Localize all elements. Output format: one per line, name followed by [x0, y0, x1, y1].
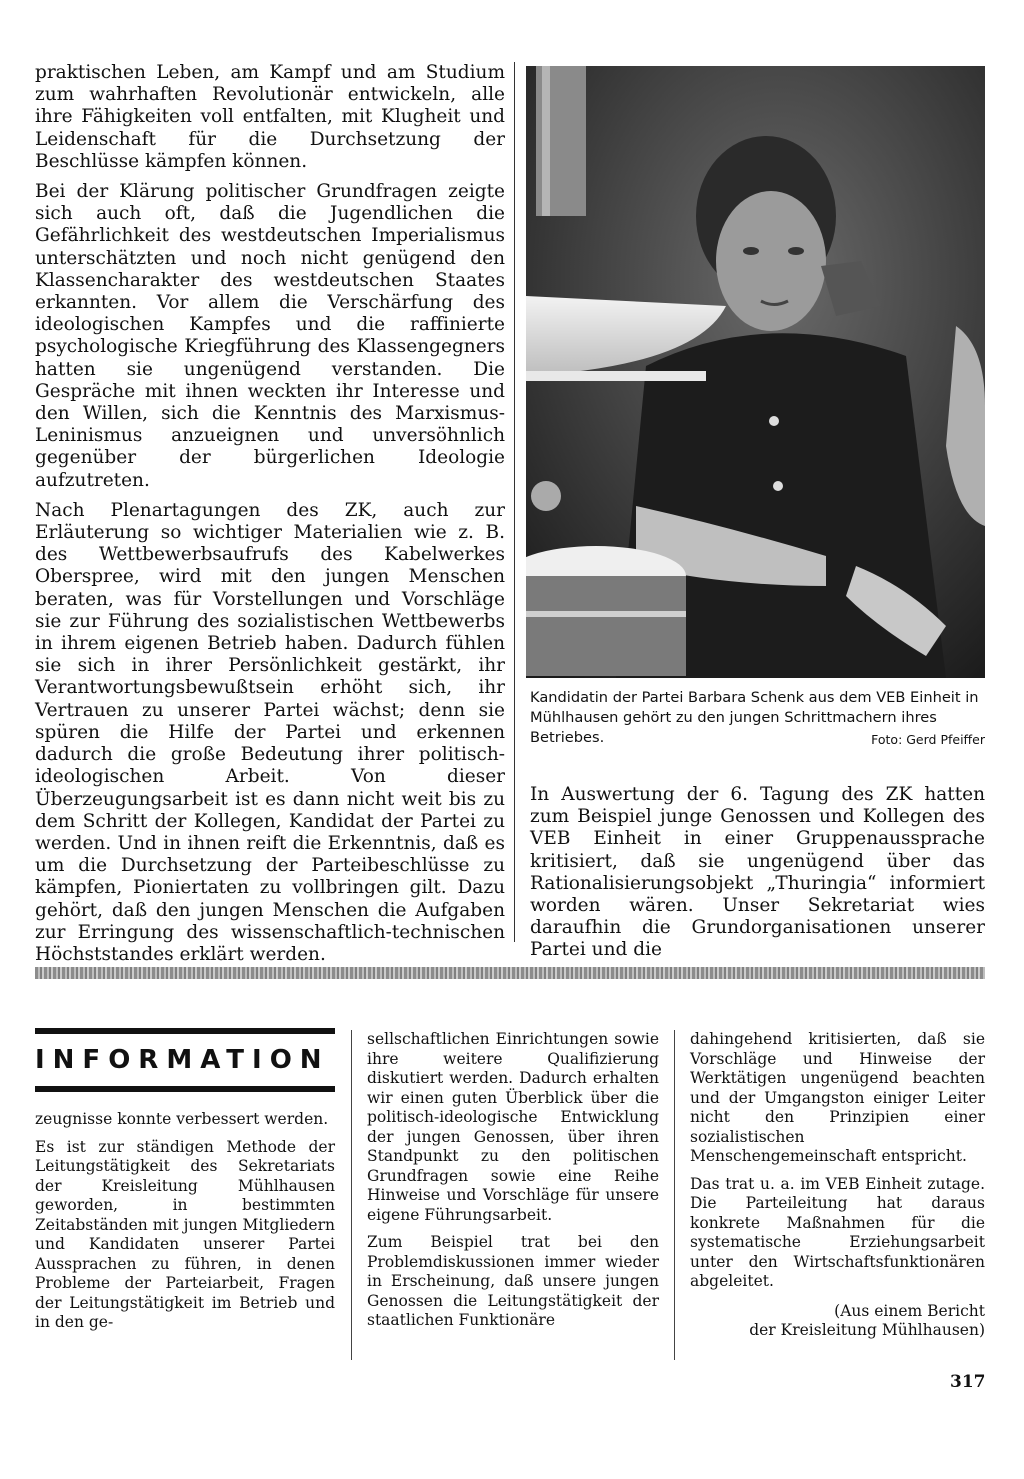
photo-credit: Foto: Gerd Pfeiffer — [871, 732, 985, 747]
information-heading: INFORMATION — [35, 1028, 335, 1092]
paragraph: In Auswertung der 6. Tagung des ZK hatten zum Beispiel junge Genossen und Kollegen des VEB Einheit in einer Gruppenaussprache kritisiert, daß sie ungenügend über das Rationalisierungsobjekt „Thuringia“ informiert worden wären. Unser Sekretariat wies daraufhin die Grundorganisationen unserer Partei und die — [530, 784, 985, 961]
main-text-column-right — [530, 784, 985, 970]
caption-text: Kandidatin der Partei Barbara Schenk aus dem VEB Einheit in Mühlhausen gehört zu den jungen Schrittmachern ihres Betriebes. — [530, 689, 979, 746]
paragraph: Bei der Klärung politischer Grundfragen zeigte sich auch oft, daß die Jugendlichen die Gefährlichkeit des westdeutschen Imperialismus unterschätzten und noch nicht genügend den Klassencharakter des westdeutschen Staates erkannten. Vor allem die Verschärfung des ideologischen Kampfes und die raffinierte psychologische Kriegführung des Klassengegners hatten sie ungenügend verstanden. Die Gespräche mit ihnen weckten ihr Interesse und den Willen, sich die Kenntnis des Marxismus-Leninismus anzueignen und unversöhnlich gegenüber der bürgerlichen Ideologie aufzutreten. — [35, 181, 505, 491]
info-column-3 — [690, 1030, 985, 1341]
paragraph: dahingehend kritisierten, daß sie Vorschläge und Hinweise der Werktätigen ungenügend beachten und der Umgangston einiger Leiter nicht den Prinzipien einer sozialistischen Menschengemeinschaft entspricht. — [690, 1030, 985, 1165]
page-number: 317 — [950, 1372, 986, 1392]
info-column-1 — [35, 1110, 335, 1341]
column-divider — [514, 62, 515, 942]
paragraph: Zum Beispiel trat bei den Problemdiskussionen immer wieder in Erscheinung, daß unsere jungen Genossen die Leitungstätigkeit der staatlichen Funktionäre — [367, 1233, 659, 1329]
photo-image — [526, 66, 985, 678]
column-divider — [674, 1030, 675, 1360]
paragraph: praktischen Leben, am Kampf und am Studium zum wahrhaften Revolutionär entwickeln, alle ihre Fähigkeiten voll entfalten, mit Klugheit und Leidenschaft für die Durchsetzung der Beschlüsse kämpfen können. — [35, 62, 505, 172]
info-column-2 — [367, 1030, 659, 1339]
column-divider — [351, 1030, 352, 1360]
paragraph: sellschaftlichen Einrichtungen sowie ihre weitere Qualifizierung diskutiert werden. Dadurch erhalten wir einen guten Überblick über die politisch-ideologische Entwicklung der jungen Genossen, über ihren Standpunkt zu den politischen Grundfragen sowie eine Reihe Hinweise und Vorschläge für unsere eigene Führungsarbeit. — [367, 1030, 659, 1224]
photo-worker — [526, 66, 985, 678]
photo-caption — [530, 688, 985, 750]
main-text-column-left — [35, 62, 505, 974]
source-line-2: der Kreisleitung Mühlhausen) — [749, 1321, 985, 1339]
decorative-banner — [35, 967, 985, 979]
paragraph: Nach Plenartagungen des ZK, auch zur Erläuterung so wichtiger Materialien wie z. B. des Wettbewerbsaufrufs des Kabelwerkes Oberspree, wird mit den jungen Menschen beraten, was für Vorstellungen und Vorschläge sie zur Führung des sozialistischen Wettbewerbs in ihrem eigenen Betrieb haben. Dadurch fühlen sie sich in ihrer Persönlichkeit gestärkt, ihr Verantwortungsbewußtsein erhöht sich, ihr Vertrauen zu unserer Partei wächst; denn sie spüren die Hilfe der Partei und erkennen dadurch die große Bedeutung ihrer politisch-ideologischen Arbeit. Von dieser Überzeugungsarbeit ist es dann nicht weit bis zu dem Schritt der Kollegen, Kandidat der Partei zu werden. Und in ihnen reift die Erkenntnis, daß es um die Durchsetzung der Parteibeschlüsse zu kämpfen, Pioniertaten zu vollbringen gilt. Dazu gehört, daß den jungen Menschen die Aufgaben zur Erringung des wissenschaftlich-technischen Höchststandes erklärt werden. — [35, 499, 505, 965]
paragraph: Es ist zur ständigen Methode der Leitungstätigkeit des Sekretariats der Kreisleitung Mühlhausen geworden, in bestimmten Zeitabständen mit jungen Mitgliedern und Kandidaten unserer Partei Aussprachen zu führen, in denen Probleme der Parteiarbeit, Fragen der Leitungstätigkeit im Betrieb und in den ge- — [35, 1137, 335, 1331]
source-line-1: (Aus einem Bericht — [834, 1301, 985, 1320]
paragraph: Das trat u. a. im VEB Einheit zutage. Die Parteileitung hat daraus konkrete Maßnahmen für die systematische Erziehungsarbeit unter den Wirtschaftsfunktionären abgeleitet. — [690, 1174, 985, 1290]
paragraph: zeugnisse konnte verbessert werden. — [35, 1110, 329, 1128]
source-note — [690, 1302, 985, 1341]
